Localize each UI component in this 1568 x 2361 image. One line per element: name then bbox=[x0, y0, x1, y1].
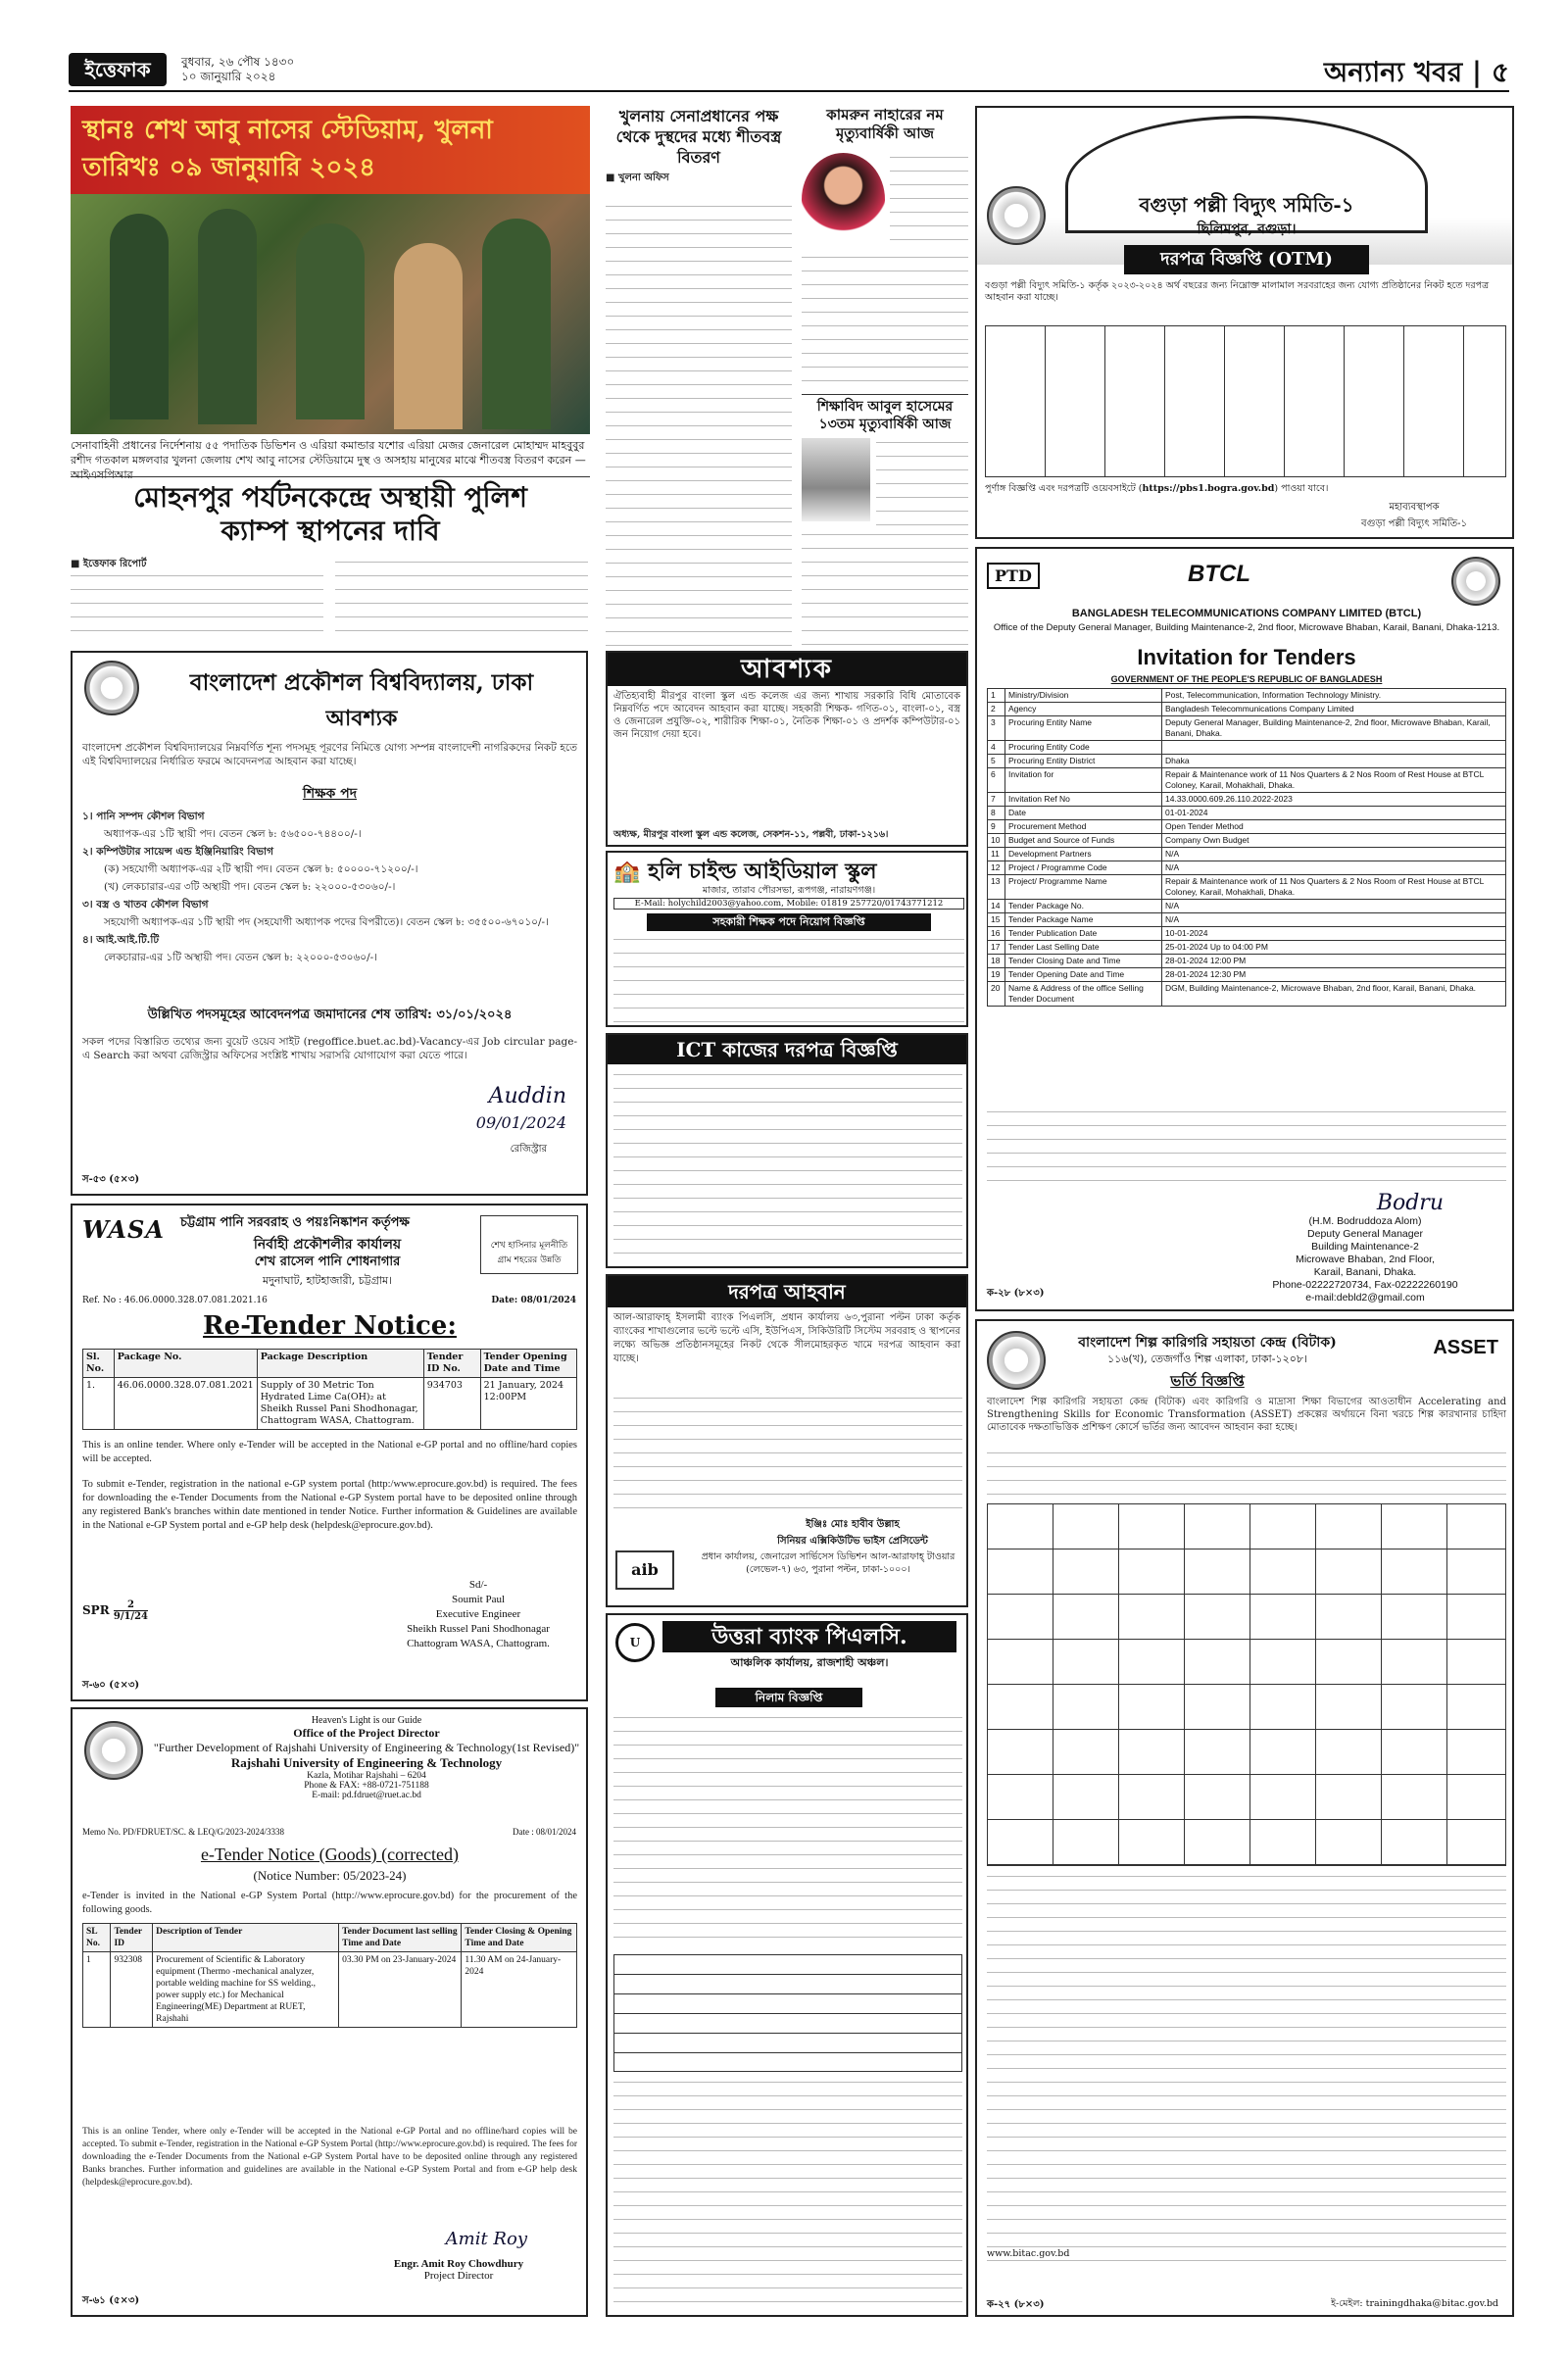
ruet-intro: e-Tender is invited in the National e-GP System Portal (http://www.eprocure.gov.bd) for the procurement of the following goods. bbox=[82, 1891, 577, 1915]
story-body-left bbox=[71, 571, 323, 642]
photo-banner: স্থানঃ শেখ আবু নাসের স্টেডিয়াম, খুলনা তারিখঃ ০৯ জানুয়ারি ২০২৪ bbox=[71, 106, 590, 194]
pbs-title: দরপত্র বিজ্ঞপ্তি (OTM) bbox=[1124, 245, 1369, 274]
table-row: 16 Tender Publication Date 10-01-2024 bbox=[988, 927, 1506, 941]
list-item: (ক) সহযোগী অধ্যাপক-এর ২টি স্থায়ী পদ। বেতন স্কেল ৳: ৫০০০০-৭১২০০/-। bbox=[104, 863, 418, 875]
bitac-course-table bbox=[987, 1503, 1506, 1866]
table-header: Tender ID No. bbox=[423, 1350, 480, 1378]
table-row: 18 Tender Closing Date and Time 28-01-2024 12:00 PM bbox=[988, 955, 1506, 968]
story-kamrun bbox=[802, 106, 968, 390]
story-byline: ■ খুলনা অফিস bbox=[606, 172, 669, 183]
story-mohanpur bbox=[71, 476, 590, 643]
wasa-table bbox=[82, 1349, 577, 1430]
story-headline: শিক্ষাবিদ আবুল হাসেমের ১৩তম মৃত্যুবার্ষিকী আজ bbox=[816, 399, 954, 432]
buet-title: বাংলাদেশ প্রকৌশল বিশ্ববিদ্যালয়, ঢাকা bbox=[189, 669, 534, 696]
btcl-signer: (H.M. Bodruddoza Alom) Deputy General Manager Building Maintenance-2 Microwave Bhaban, 2nd Floor, Karail, Banani, Dhaka. Phone-02222720734, Fax-02222260190 e-mail:debld2@gmail.com bbox=[1272, 1215, 1458, 1303]
lead-photo bbox=[71, 106, 590, 434]
uttara-title: উত্তরা ব্যাংক পিএলসি. bbox=[662, 1621, 956, 1652]
story-headline: খুলনায় সেনাপ্রধানের পক্ষ থেকে দুস্থদের মধ্যে শীতবস্ত্র বিতরণ bbox=[615, 107, 782, 167]
ad-wasa bbox=[71, 1204, 588, 1701]
ad-pbs-otm bbox=[975, 106, 1514, 539]
story-khulna bbox=[606, 106, 792, 651]
ad-uttara bbox=[606, 1613, 968, 2317]
table-header: Tender Closing & Opening Time and Date bbox=[462, 1924, 577, 1952]
bitac-website: www.bitac.gov.bd bbox=[987, 2248, 1070, 2259]
asset-logo: ASSET bbox=[1433, 1337, 1498, 1358]
section-title: অন্যান্য খবর | ৫ bbox=[1323, 56, 1509, 88]
pbs-logo-icon bbox=[987, 186, 1046, 245]
table-row: 13 Project/ Programme Name Repair & Maintenance work of 11 Nos Quarters & 2 Nos Room of Rest House at BTCL Coloney, Karail, Mohakhali, Dhaka. bbox=[988, 875, 1506, 900]
table-row: 7 Invitation Ref No 14.33.0000.609.26.110.2022-2023 bbox=[988, 793, 1506, 807]
buet-deadline: উল্লিখিত পদসমূহের আবেদনপত্র জমাদানের শেষ তারিখ: ৩১/০১/২০২৪ bbox=[147, 1008, 513, 1022]
table-row: 11 Development Partners N/A bbox=[988, 848, 1506, 861]
ruet-table bbox=[82, 1923, 577, 2028]
mujib-logo-icon bbox=[1451, 557, 1500, 606]
ad-aibl bbox=[606, 1274, 968, 1607]
table-header: Sl. No. bbox=[83, 1350, 115, 1378]
ad-code: স-৫৩ (৫×৩) bbox=[82, 1174, 140, 1185]
btcl-org: BANGLADESH TELECOMMUNICATIONS COMPANY LIMITED (BTCL) bbox=[1071, 608, 1422, 619]
ad-abashyak bbox=[606, 651, 968, 847]
table-row: 9 Procurement Method Open Tender Method bbox=[988, 820, 1506, 834]
newspaper-logo: ইত্তেফাক bbox=[69, 53, 167, 86]
table-row: 15 Tender Package Name N/A bbox=[988, 913, 1506, 927]
list-item: লেকচারার-এর ১টি অস্থায়ী পদ। বেতন স্কেল ৳: ২২০০০-৫৩০৬০/-। bbox=[104, 952, 377, 963]
buet-footer: সকল পদের বিস্তারিত তথ্যের জন্য বুয়েট ওয়েব সাইট (regoffice.buet.ac.bd)-Vacancy-এর Job circular page-এ Search করা অথবা রেজিস্ট্রার অফিসের সংশ্লিষ্ট শাখায় সরাসরি যোগাযোগ করা যেতে পারে। bbox=[82, 1036, 577, 1061]
story-headline: মোহনপুর পর্যটনকেন্দ্রে অস্থায়ী পুলিশ ক্যাম্প স্থাপনের দাবি bbox=[133, 481, 527, 547]
ad-btcl bbox=[975, 547, 1514, 1311]
table-header: Tender ID bbox=[111, 1924, 153, 1952]
list-item: অধ্যাপক-এর ১টি স্থায়ী পদ। বেতন স্কেল ৳: ৫৬৫০০-৭৪৪০০/-। bbox=[104, 828, 362, 840]
wasa-logo: WASA bbox=[82, 1215, 165, 1244]
pbs-signer: মহাব্যবস্থাপক বগুড়া পল্লী বিদ্যুৎ সমিতি-১ bbox=[1361, 502, 1467, 529]
btcl-gov: GOVERNMENT OF THE PEOPLE'S REPUBLIC OF BANGLADESH bbox=[1110, 674, 1383, 684]
table-header: SL No. bbox=[83, 1924, 111, 1952]
ruet-signer: Engr. Amit Roy Chowdhury Project Director bbox=[393, 2258, 524, 2282]
wasa-signer: Sd/- Soumit Paul Executive Engineer Sheikh Russel Pani Shodhonagar Chattogram WASA, Chattogram. bbox=[407, 1579, 550, 1649]
table-row: 1 932308 Procurement of Scientific & Laboratory equipment (Thermo -mechanical analyzer, portable welding machine for SS welding., power supply etc.) for Mechanical Engineering(ME) Department at RUET, Rajshahi 03.30 PM on 23-January-2024 11.30 AM on 24-January-2024 bbox=[83, 1952, 577, 2028]
list-item: (খ) লেকচারার-এর ৩টি অস্থায়ী পদ। বেতন স্কেল ৳: ২২০০০-৫৩০৬০/-। bbox=[104, 881, 396, 893]
pbs-table bbox=[985, 325, 1506, 477]
table-row: 2 Agency Bangladesh Telecommunications Company Limited bbox=[988, 703, 1506, 716]
holy-child-heading: সহকারী শিক্ষক পদে নিয়োগ বিজ্ঞপ্তি bbox=[647, 913, 931, 931]
list-item: সহযোগী অধ্যাপক-এর ১টি স্থায়ী পদ (সহযোগী অধ্যাপক পদের বিপরীতে)। বেতন স্কেল ৳: ৩৫৫০০-৬৭০১০/-। bbox=[104, 916, 549, 928]
ptd-logo: PTD bbox=[987, 563, 1040, 589]
buet-subtitle: আবশ্যক bbox=[325, 706, 398, 731]
wasa-date: Date: 08/01/2024 bbox=[491, 1296, 576, 1305]
table-row: 14 Tender Package No. N/A bbox=[988, 900, 1506, 913]
buet-signature-date: 09/01/2024 bbox=[475, 1113, 566, 1132]
abashyak-body: ঐতিহ্যবাহী মীরপুর বাংলা স্কুল এন্ড কলেজ এর জন্য শাখায় সরকারি বিধি মোতাবেক নিম্নবর্ণিত পদে আবেদন আহবান করা যাচ্ছে। সহকারী শিক্ষক- গণিত-০১, বাংলা-০১, বস্ত্র ও জেনারেল প্রযুক্তি-০২, শারীরিক শিক্ষা-০১, নৈতিক শিক্ষা-০১ ও প্রদর্শক কম্পিউটার-০১ জন নিয়োগ দেয়া হবে। bbox=[613, 691, 960, 740]
bitac-logo-icon bbox=[987, 1331, 1046, 1390]
story-body bbox=[606, 202, 792, 648]
story-byline: ■ ইত্তেফাক রিপোর্ট bbox=[71, 559, 147, 569]
pbs-place: ছিলিমপুর, বগুড়া। bbox=[1197, 221, 1297, 237]
ruet-notice-no: (Notice Number: 05/2023-24) bbox=[253, 1868, 407, 1883]
uttara-table bbox=[613, 1954, 962, 2072]
table-row: 17 Tender Last Selling Date 25-01-2024 Up to 04:00 PM bbox=[988, 941, 1506, 955]
pbs-website: পুর্ণাঙ্গ বিজ্ঞপ্তি এবং দরপত্রটি ওয়েবসাইটে (https://pbs1.bogra.gov.bd) পাওয়া যাবে। bbox=[985, 483, 1329, 494]
bitac-email: ই-মেইল: trainingdhaka@bitac.gov.bd bbox=[1331, 2298, 1498, 2309]
ad-ict bbox=[606, 1033, 968, 1268]
table-header: Tender Opening Date and Time bbox=[480, 1350, 576, 1378]
btcl-logo: BTCL bbox=[1188, 561, 1250, 587]
aibl-signer: ইঞ্জিঃ মোঃ হাবীব উল্লাহ সিনিয়র এক্সিকিউটিভ ভাইস প্রেসিডেন্ট bbox=[777, 1519, 928, 1547]
buet-signature: Auddin bbox=[488, 1084, 566, 1108]
aibl-logo-icon: aib bbox=[615, 1550, 674, 1590]
ad-code: ক-২৭ (৮×৩) bbox=[987, 2299, 1045, 2310]
uttara-heading: নিলাম বিজ্ঞপ্তি bbox=[715, 1688, 862, 1707]
table-row: 19 Tender Opening Date and Time 28-01-2024 12:30 PM bbox=[988, 968, 1506, 982]
wasa-office: নির্বাহী প্রকৌশলীর কার্যালয় bbox=[253, 1237, 402, 1253]
wasa-ref: Ref. No : 46.06.0000.328.07.081.2021.16 bbox=[82, 1296, 268, 1305]
list-item: ৪। আই.আই.টি.টি bbox=[82, 934, 160, 946]
btcl-table bbox=[987, 688, 1506, 1007]
list-item: ৩। বস্ত্র ও খাতব কৌশল বিভাগ bbox=[82, 899, 209, 910]
ruet-date: Date : 08/01/2024 bbox=[513, 1827, 576, 1837]
ad-ruet bbox=[71, 1707, 588, 2317]
ruet-header: Heaven's Light is our Guide Office of the Project Director "Further Development of Rajshahi University of Engineering & Technology(1st Revised)" Rajshahi University of Engineering & Technology Kazla, Motihar Rajshahi – 6204 Phone & FAX: +88-0721-751188 E-mail: pd.fdruet@ruet.ac.bd bbox=[153, 1715, 580, 1800]
bitac-name: বাংলাদেশ শিল্প কারিগরি সহায়তা কেন্দ্র (বিটাক) bbox=[1078, 1335, 1337, 1351]
wasa-title: Re-Tender Notice: bbox=[203, 1311, 457, 1341]
ad-buet bbox=[71, 651, 588, 1196]
ad-code: স-৬১ (৫×৩) bbox=[82, 2295, 140, 2306]
table-row: 1 Ministry/Division Post, Telecommunication, Information Technology Ministry. bbox=[988, 689, 1506, 703]
table-header: Description of Tender bbox=[153, 1924, 339, 1952]
btcl-title: Invitation for Tenders bbox=[1137, 645, 1356, 669]
story-body-right bbox=[335, 558, 588, 642]
portrait-photo bbox=[802, 438, 870, 521]
ict-title: ICT কাজের দরপত্র বিজ্ঞপ্তি bbox=[608, 1035, 966, 1064]
wasa-org: চট্টগ্রাম পানি সরবরাহ ও পয়ঃনিষ্কাশন কর্তৃপক্ষ bbox=[180, 1215, 410, 1230]
aibl-title: দরপত্র আহবান bbox=[608, 1276, 966, 1307]
buet-post-heading: শিক্ষক পদ bbox=[302, 786, 358, 802]
uttara-subtitle: আঞ্চলিক কার্যালয়, রাজশাহী অঞ্চল। bbox=[730, 1656, 889, 1669]
ruet-para: This is an online Tender, where only e-Tender will be accepted in the National e-GP Portal and no offline/hard copies will be accepted. To submit e-Tender, registration in the National e-GP System Portal (http://www.eprocure.gov.bd) is required. The fees for downloading the e-Tender Documents from the National e-GP System Portal have to be deposited online through any registered Banks branches. Further information and guidelines are available in the National e-GP System Portal and from e-GP help desk (helpdesk@eprocure.gov.bd). bbox=[82, 2127, 577, 2188]
abashyak-title: আবশ্যক bbox=[608, 653, 966, 686]
btcl-signature: Bodru bbox=[1376, 1191, 1444, 1215]
holy-child-title: 🏫 হলি চাইল্ড আইডিয়াল স্কুল bbox=[613, 859, 877, 884]
table-row: 3 Procuring Entity Name Deputy General Manager, Building Maintenance-2, 2nd floor, Microwave Bhaban, Karail, Banani, Dhaka. bbox=[988, 716, 1506, 741]
school-icon: 🏫 bbox=[613, 859, 641, 884]
pbs-name: বগুড়া পল্লী বিদ্যুৎ সমিতি-১ bbox=[1139, 193, 1354, 217]
btcl-office: Office of the Deputy General Manager, Building Maintenance-2, 2nd floor, Microwave Bhaban, Karail, Banani, Dhaka-1213. bbox=[993, 622, 1500, 633]
ruet-memo: Memo No. PD/FDRUET/SC. & LEQ/G/2023-2024/3338 bbox=[82, 1827, 285, 1837]
table-row: 12 Project / Programme Code N/A bbox=[988, 861, 1506, 875]
bitac-heading: ভর্তি বিজ্ঞপ্তি bbox=[1170, 1372, 1245, 1390]
ad-code: ক-২৮ (৮×৩) bbox=[987, 1288, 1045, 1299]
aibl-address: প্রধান কার্যালয়, জেনারেল সার্ভিসেস ডিভিশন আল-আরাফাহ্ টাওয়ার (লেভেল-৭) ৬৩, পুরানা পল্টন, ঢাকা-১০০০। bbox=[701, 1551, 956, 1575]
ad-holy-child bbox=[606, 851, 968, 1027]
abashyak-footer: অধ্যক্ষ, মীরপুর বাংলা স্কুল এন্ড কলেজ, সেকশন-১১, পল্লবী, ঢাকা-১২১৬। bbox=[613, 829, 889, 840]
uttara-logo-icon: U bbox=[615, 1623, 655, 1662]
page-header bbox=[69, 49, 1509, 92]
photo-caption: সেনাবাহিনী প্রধানের নির্দেশনায় ৫৫ পদাতিক ডিভিশন ও এরিয়া কমান্ডার যশোর এরিয়া মেজর জেনারেল মোহাম্মদ মাহবুবুর রশীদ গতকাল মঙ্গলবার খুলনা জেলায় শেখ আবু নাসের স্টেডিয়ামে দুস্থ ও অসহায় মানুষের মাঝে শীতবস্ত্র বিতরণ করেন —আইএসপিআর bbox=[71, 439, 586, 481]
table-row: 10 Budget and Source of Funds Company Own Budget bbox=[988, 834, 1506, 848]
story-abul bbox=[802, 394, 968, 651]
list-item: ২। কম্পিউটার সায়েন্স এন্ড ইঞ্জিনিয়ারিং বিভাগ bbox=[82, 846, 273, 858]
ruet-logo-icon bbox=[84, 1721, 143, 1780]
holy-child-contact: E-Mail: holychild2003@yahoo.com, Mobile: 01819 257720/01743771212 bbox=[613, 898, 964, 910]
buet-signer: রেজিস্ট্রার bbox=[510, 1144, 547, 1155]
table-row: 4 Procuring Entity Code bbox=[988, 741, 1506, 755]
table-row: 8 Date 01-01-2024 bbox=[988, 807, 1506, 820]
table-header: Package Description bbox=[257, 1350, 423, 1378]
table-row: 5 Procuring Entity District Dhaka bbox=[988, 755, 1506, 768]
ruet-title: e-Tender Notice (Goods) (corrected) bbox=[200, 1845, 460, 1864]
table-row: 6 Invitation for Repair & Maintenance work of 11 Nos Quarters & 2 Nos Room of Rest House at BTCL Coloney, Karail, Mohakhali, Dhaka. bbox=[988, 768, 1506, 793]
buet-intro: বাংলাদেশ প্রকৌশল বিশ্ববিদ্যালয়ের নিম্নবর্ণিত শূন্য পদসমূহ পূরণের নিমিত্তে যোগ্য সম্পন্ন বাংলাদেশী নাগরিকদের নিকট হতে এই বিশ্ববিদ্যালয়ের নির্ধারিত ফরমে আবেদনপত্র আহবান করা যাচ্ছে। bbox=[82, 742, 577, 767]
ruet-signature: Amit Roy bbox=[445, 2229, 527, 2249]
portrait-photo bbox=[802, 153, 885, 246]
aibl-body: আল-আরাফাহ্ ইসলামী ব্যাংক পিএলসি, প্রধান কার্যালয় ৬৩,পুরানা পল্টন ঢাকা কর্তৃক ব্যাংকের শাখাগুলোর ভল্টে ভল্টে এসি, ইউপিএস, সিকিউরিটি সিস্টেম সরবরাহ ও স্থাপনের লক্ষ্যে অভিজ্ঞ প্রতিষ্ঠানসমূহের নিকট থেকে সীলমোহরকৃত খামে দরপত্র আহবান করা যাচ্ছে। bbox=[613, 1312, 960, 1364]
table-row: 20 Name & Address of the office Selling Tender Document DGM, Building Maintenance-2, Microwave Bhaban, 2nd floor, Karail, Banani, Dhaka. bbox=[988, 982, 1506, 1007]
wasa-address: মদুনাঘাট, হাটহাজারী, চট্টগ্রাম। bbox=[262, 1274, 393, 1287]
story-headline: কামরুন নাহারের নম মৃত্যুবার্ষিকী আজ bbox=[826, 106, 944, 142]
table-header: Package No. bbox=[114, 1350, 257, 1378]
ad-bitac bbox=[975, 1319, 1514, 2317]
buet-logo-icon bbox=[84, 661, 139, 715]
pbs-intro: বগুড়া পল্লী বিদ্যুৎ সমিতি-১ কর্তৃক ২০২৩-২০২৪ অর্থ বছরের জন্য নিম্নোক্ত মালামাল সরবরাহের জন্য যোগ্য প্রতিষ্ঠানের নিকট হতে দরপত্র আহবান করা যাচ্ছে। bbox=[985, 280, 1490, 303]
wasa-para1: This is an online tender. Where only e-Tender will be accepted in the National e-GP portal and no offline/hard copies will be accepted. bbox=[82, 1440, 577, 1464]
ad-code: স-৬০ (৫×৩) bbox=[82, 1680, 140, 1691]
table-row: 1. 46.06.0000.328.07.081.2021 Supply of 30 Metric Ton Hydrated Lime Ca(OH)₂ at Sheikh Russel Pani Shodhonagar, Chattogram WASA, Chattogram. 934703 21 January, 2024 12:00PM bbox=[83, 1378, 577, 1430]
bitac-address: ১১৬(খ), তেজগাঁও শিল্প এলাকা, ঢাকা-১২০৮। bbox=[1107, 1353, 1307, 1365]
buet-post-list bbox=[82, 810, 577, 968]
header-date: বুধবার, ২৬ পৌষ ১৪৩০ ১০ জানুয়ারি ২০২৪ bbox=[181, 55, 295, 83]
wasa-spr: SPR $\frac{2}{9/1/24}$ bbox=[82, 1599, 148, 1622]
table-header: Tender Document last selling Time and Date bbox=[339, 1924, 462, 1952]
holy-child-address: মাজার, তারাব পৌরসভা, রূপগঞ্জ, নারায়ণগঞ্জ। bbox=[702, 885, 876, 896]
wasa-plant: শেখ রাসেল পানি শোধনাগার bbox=[254, 1254, 401, 1269]
wasa-para2: To submit e-Tender, registration in the national e-GP system portal (http:/www.eprocure.gov.bd) is required. The fees for downloading the e-Tender Documents from the National e-GP System portal have to be deposited online through any registered Bank's branches within date mentioned in tender Notice. Further information & Guidelines are available in the National e-GP System portal and e-GP help desk (helpdesk@eprocure.gov.bd). bbox=[82, 1479, 577, 1531]
bitac-intro: বাংলাদেশ শিল্প কারিগরি সহায়তা কেন্দ্র (বিটাক) এবং কারিগরি ও মাদ্রাসা শিক্ষা বিভাগের আওতাধীন Accelerating and Strengthening Skills for Economic Transformation (ASSET) প্রকল্পের অর্থায়নে বিনা খরচে শিল্প কারখানার চাহিদা মোতাবেক দক্ষতাভিত্তিক প্রশিক্ষণ কোর্সে ভর্তির জন্য আবেদন আহবান করা হচ্ছে। bbox=[987, 1397, 1506, 1433]
wasa-slogan: শেখ হাসিনার মূলনীতি গ্রাম শহরের উন্নতি bbox=[480, 1215, 578, 1274]
list-item: ১। পানি সম্পদ কৌশল বিভাগ bbox=[82, 811, 205, 822]
